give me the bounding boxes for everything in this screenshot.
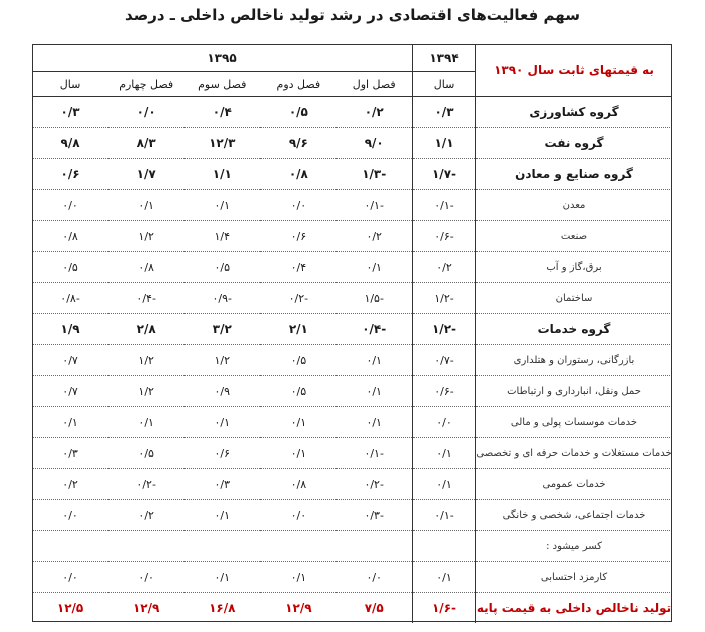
value-cell: ۰/۸ [108,252,184,283]
value-cell: ۹/۶ [260,128,336,159]
value-cell [32,531,108,562]
row-label: برق،گاز و آب [476,252,673,283]
value-cell [108,531,184,562]
value-cell: ۰/۰ [108,97,184,128]
value-cell: ۳/۲ [184,314,260,345]
value-cell: ۱۲/۵ [56,601,84,615]
value-cell: ۰/۳ [184,469,260,500]
row-label: گروه صنایع و معادن [476,159,673,190]
value-cell: ۰/۰ [260,190,336,221]
value-cell: ۰/۲ [32,469,108,500]
value-cell: ۰/۱ [184,190,260,221]
value-cell: ۰/۴ [260,252,336,283]
row-label: معدن [476,190,673,221]
value-cell: ۰/۵ [184,252,260,283]
value-cell: -۰/۹ [184,283,260,314]
value-cell: ۰/۵ [260,345,336,376]
value-cell: ۰/۱ [413,438,476,469]
value-cell: ۰/۳ [32,97,108,128]
value-cell: -۰/۶ [413,376,476,407]
row-label: خدمات موسسات پولی و مالی [476,407,673,438]
value-cell: ۰/۶ [260,221,336,252]
value-cell: -۰/۱ [336,190,412,221]
total-row [32,593,672,624]
value-cell: ۰/۷ [32,345,108,376]
value-cell: ۰/۲ [336,221,412,252]
value-cell: ۱۶/۸ [209,601,236,615]
row-label: گروه کشاورزی [476,97,673,128]
value-cell: -۱/۲ [413,283,476,314]
row-label: تولید ناخالص داخلی به قیمت پایه [476,593,673,624]
value-cell [184,531,260,562]
value-cell: ۱/۷ [108,159,184,190]
value-cell: -۰/۱ [336,438,412,469]
deduct-row [32,531,672,562]
value-cell: -۰/۲ [108,469,184,500]
value-cell: ۰/۵ [32,252,108,283]
value-cell: ۰/۱ [32,407,108,438]
value-cell: ۰/۲ [108,500,184,531]
value-cell: ۱/۴ [184,221,260,252]
value-cell: ۰/۹ [184,376,260,407]
table-row [32,128,672,159]
value-cell: ۰/۵ [108,438,184,469]
value-cell: -۰/۱ [413,190,476,221]
value-cell: ۰/۷ [32,376,108,407]
value-cell: -۱/۵ [336,283,412,314]
value-cell: -۰/۶ [413,221,476,252]
value-cell: ۰/۱ [184,407,260,438]
col-q2: فصل دوم [260,72,336,97]
value-cell [260,531,336,562]
row-label: بازرگانی، رستوران و هتلداری [476,345,673,376]
value-cell: ۰/۱ [108,407,184,438]
value-cell: ۰/۱ [336,407,412,438]
col-q1: فصل اول [336,72,412,97]
value-cell: ۰/۸ [260,469,336,500]
table-row [32,345,672,376]
table-row [32,159,672,190]
value-cell: ۰/۵ [260,376,336,407]
row-label: خدمات مستغلات و خدمات حرفه ای و تخصصی [476,438,673,469]
value-cell [413,531,476,562]
value-cell: ۰/۰ [32,562,108,593]
table-row [32,221,672,252]
table-row [32,407,672,438]
value-cell: ۰/۰ [413,407,476,438]
value-cell: ۱/۲ [108,221,184,252]
value-cell: ۰/۸ [260,159,336,190]
year-1394-header: ۱۳۹۴ [413,44,476,72]
value-cell: -۰/۱ [413,500,476,531]
col-1395-year: سال [32,72,108,97]
value-cell: ۰/۰ [260,500,336,531]
value-cell: ۱/۲ [108,376,184,407]
value-cell: ۰/۱ [108,190,184,221]
value-cell: ۰/۳ [32,438,108,469]
value-cell: -۰/۲ [260,283,336,314]
value-cell: ۱/۱ [184,159,260,190]
value-cell: ۰/۵ [260,97,336,128]
value-cell: ۰/۱ [184,500,260,531]
value-cell: -۱/۳ [336,159,412,190]
value-cell: ۰/۶ [184,438,260,469]
table-row [32,500,672,531]
value-cell: -۰/۴ [108,283,184,314]
value-cell: -۰/۲ [336,469,412,500]
table-title: سهم فعالیت‌های اقتصادی در رشد تولید ناخالص داخلی ـ درصد [125,6,580,24]
value-cell: ۰/۰ [108,562,184,593]
header-row-years [32,44,672,72]
value-cell: ۰/۱ [413,562,476,593]
table-row [32,469,672,500]
value-cell: ۰/۱ [260,407,336,438]
table-row [32,97,672,128]
table-row [32,438,672,469]
value-cell: ۲/۸ [108,314,184,345]
col-q3: فصل سوم [184,72,260,97]
value-cell: ۰/۰ [32,500,108,531]
table-row [32,314,672,345]
value-cell: ۰/۱ [184,562,260,593]
value-cell: ۰/۱ [413,469,476,500]
row-label: گروه نفت [476,128,673,159]
row-label: صنعت [476,221,673,252]
value-cell: ۰/۰ [336,562,412,593]
value-cell: -۱/۶ [413,593,476,624]
row-label: گروه خدمات [476,314,673,345]
price-basis-note: به قیمتهای ثابت سال ۱۳۹۰ [476,44,673,97]
value-cell: -۰/۷ [413,345,476,376]
value-cell: ۰/۴ [184,97,260,128]
table-row [32,252,672,283]
fisim-row [32,562,672,593]
value-cell: ۱۲/۳ [184,128,260,159]
value-cell: ۹/۸ [32,128,108,159]
col-q4: فصل چهارم [108,72,184,97]
value-cell: ۰/۸ [32,221,108,252]
value-cell: ۱۲/۹ [132,601,160,615]
row-label: حمل ونقل، انبارداری و ارتباطات [476,376,673,407]
value-cell: -۱/۷ [413,159,476,190]
value-cell: ۰/۱ [260,438,336,469]
value-cell: -۱/۲ [413,314,476,345]
value-cell: ۰/۲ [413,252,476,283]
value-cell: ۱/۱ [413,128,476,159]
row-label: کسر میشود : [476,531,673,562]
value-cell [336,531,412,562]
year-1395-header: ۱۳۹۵ [32,44,413,72]
value-cell: ۰/۱ [260,562,336,593]
value-cell: ۸/۳ [108,128,184,159]
table-row [32,376,672,407]
gdp-contribution-table [32,44,672,623]
value-cell: ۱۲/۹ [285,601,312,615]
value-cell: ۷/۵ [364,601,384,615]
value-cell: ۰/۰ [32,190,108,221]
table-row [32,283,672,314]
value-cell: ۰/۳ [413,97,476,128]
value-cell: ۰/۱ [336,376,412,407]
value-cell: ۰/۲ [336,97,412,128]
table-row [32,190,672,221]
value-cell: ۱/۲ [184,345,260,376]
row-label: خدمات اجتماعی، شخصی و خانگی [476,500,673,531]
value-cell: ۰/۶ [32,159,108,190]
value-cell: ۰/۱ [336,345,412,376]
row-label: کارمزد احتسابی [476,562,673,593]
value-cell: ۲/۱ [260,314,336,345]
value-cell: -۰/۳ [336,500,412,531]
value-cell: ۱/۹ [32,314,108,345]
value-cell: -۰/۴ [336,314,412,345]
value-cell: -۰/۸ [32,283,108,314]
row-label: خدمات عمومی [476,469,673,500]
row-label: ساختمان [476,283,673,314]
value-cell: ۱/۲ [108,345,184,376]
col-1394-year: سال [413,72,476,97]
value-cell: ۰/۱ [336,252,412,283]
value-cell: ۹/۰ [336,128,412,159]
